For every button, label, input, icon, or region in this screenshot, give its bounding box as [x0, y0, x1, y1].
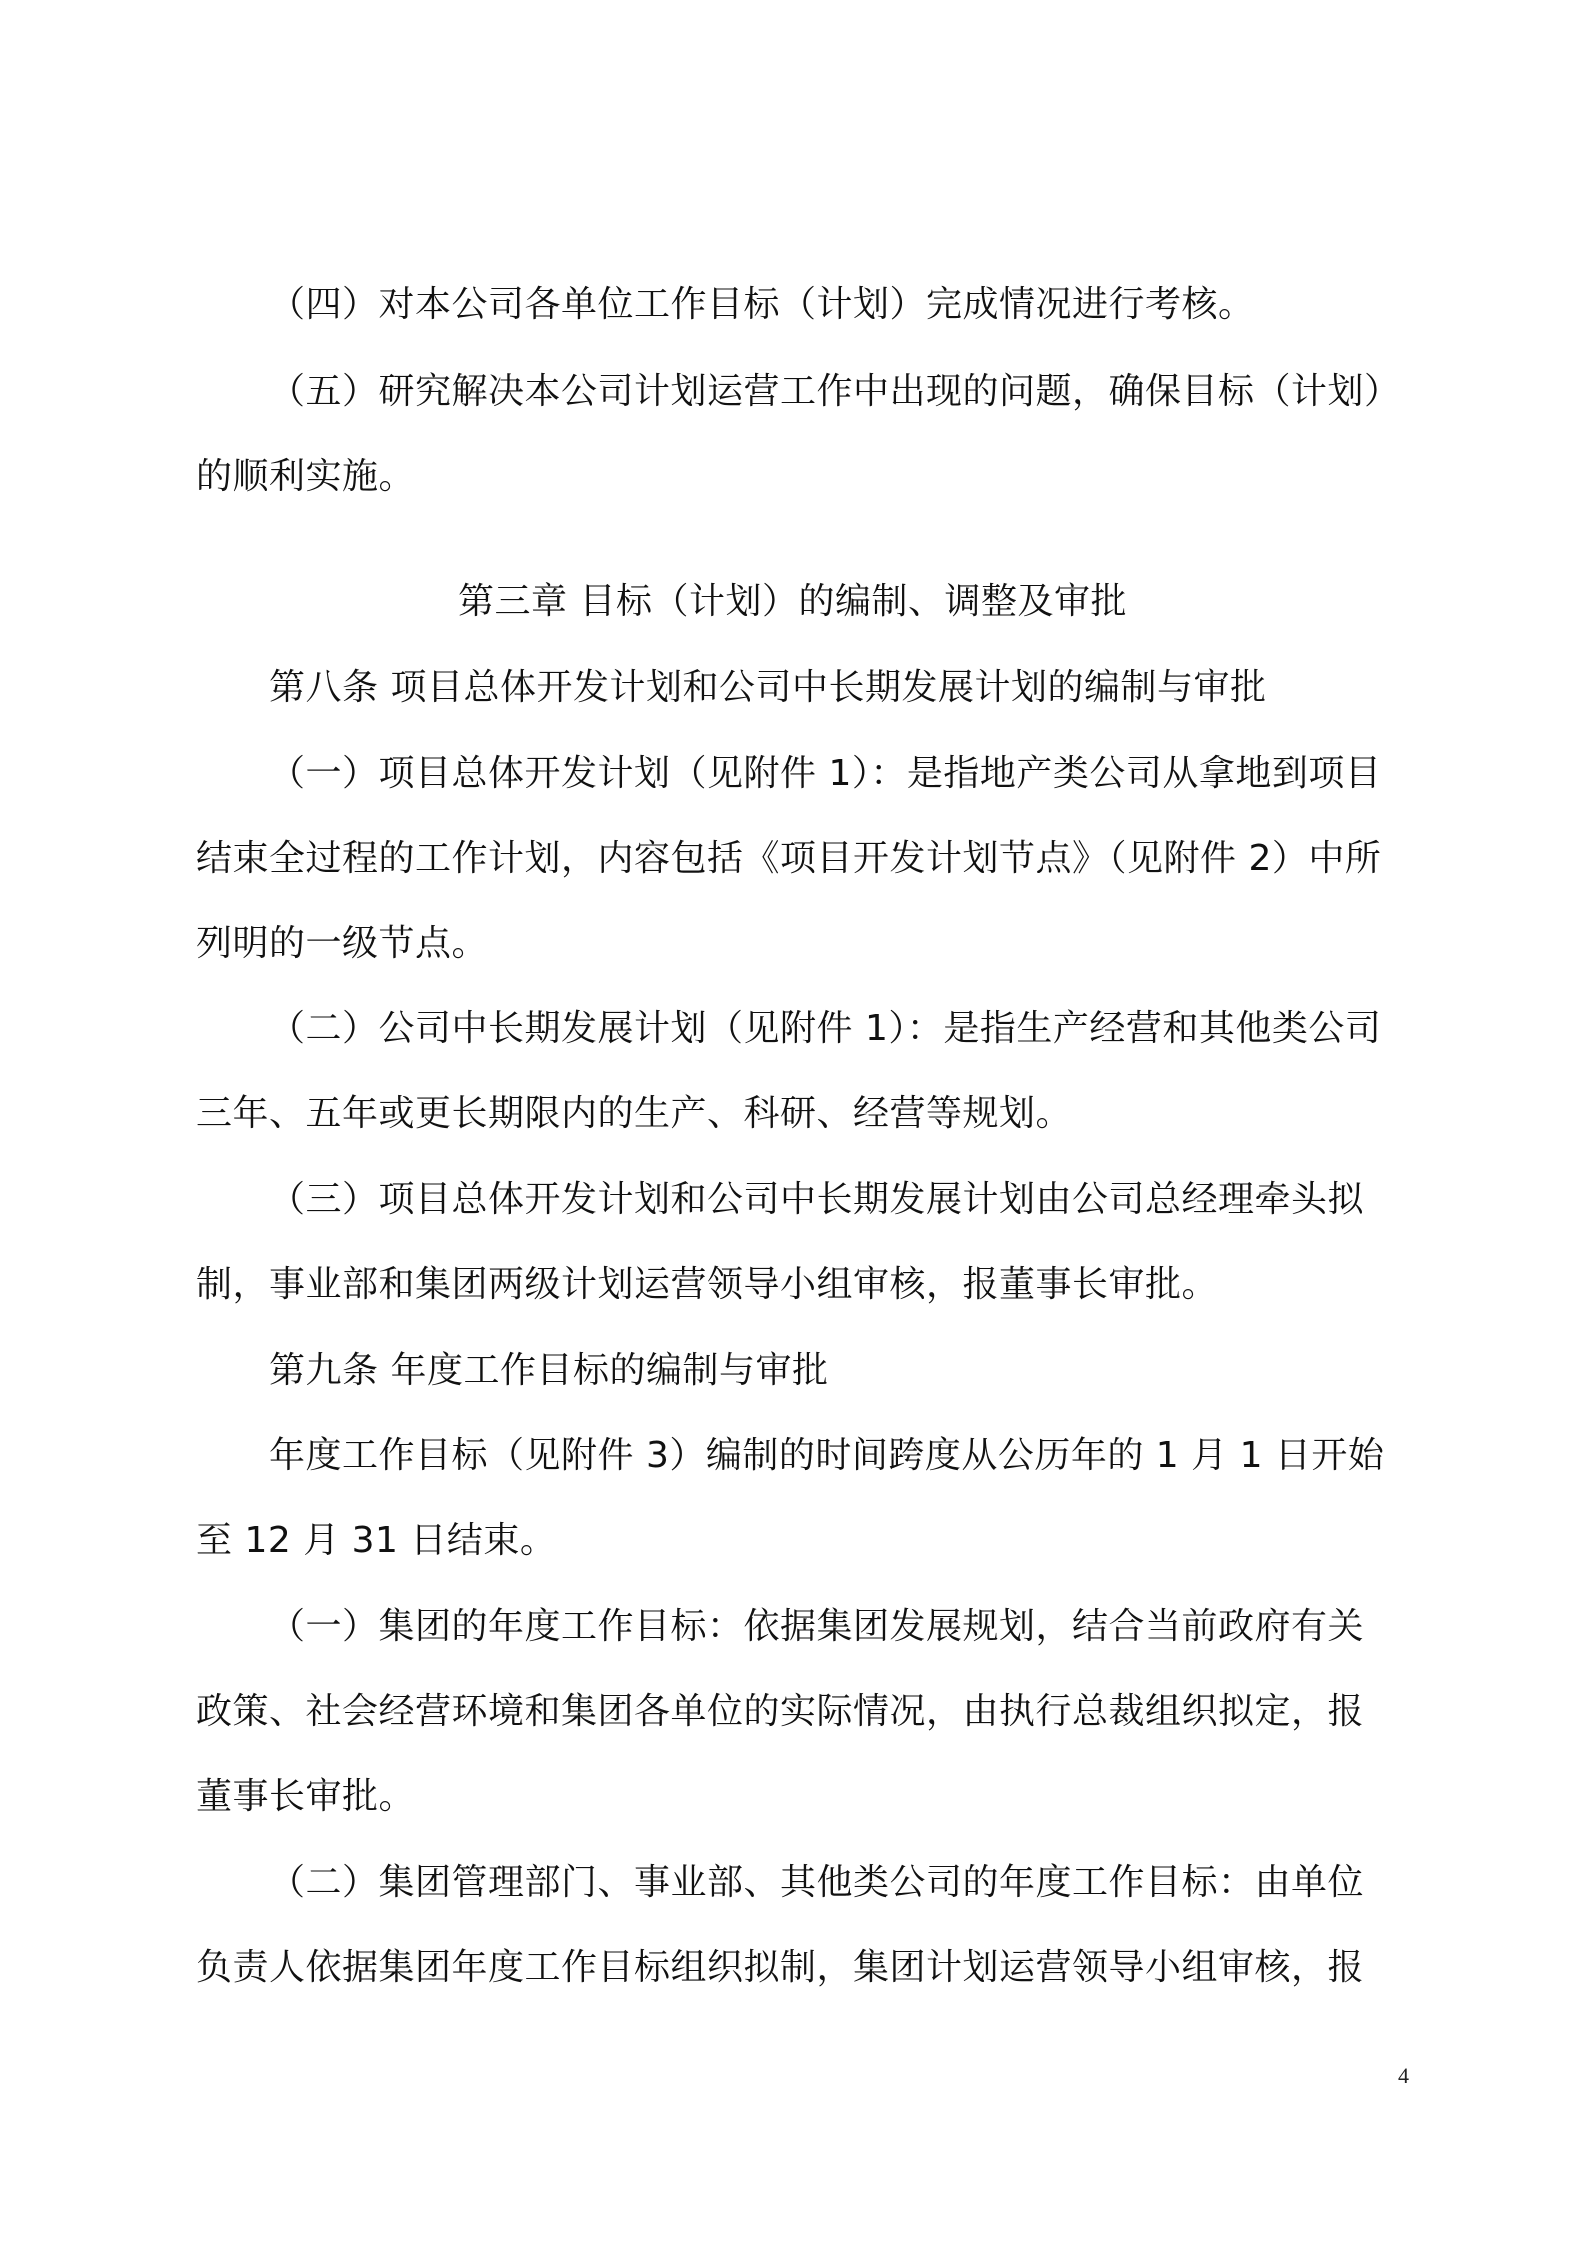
article-8-item-3-line-2: 制，事业部和集团两级计划运营领导小组审核，报董事长审批。: [196, 1264, 1219, 1305]
chapter-heading: 第三章 目标（计划）的编制、调整及审批: [458, 581, 1127, 622]
article-8-item-1-line-2: 结束全过程的工作计划，内容包括《项目开发计划节点》（见附件 2）中所: [196, 838, 1382, 879]
article-8-item-1-line-3: 列明的一级节点。: [196, 923, 489, 964]
article-8-item-3-line-1: （三）项目总体开发计划和公司中长期发展计划由公司总经理牵头拟: [269, 1179, 1365, 1220]
article-9-intro-line-2: 至 12 月 31 日结束。: [196, 1520, 557, 1561]
article-8-item-2-line-1: （二）公司中长期发展计划（见附件 1）：是指生产经营和其他类公司: [269, 1008, 1382, 1049]
article-9-item-1-line-1: （一）集团的年度工作目标：依据集团发展规划，结合当前政府有关: [269, 1606, 1365, 1647]
article-9-item-2-line-2: 负责人依据集团年度工作目标组织拟制，集团计划运营领导小组审核，报: [196, 1947, 1365, 1988]
paragraph-item-5-line-1: （五）研究解决本公司计划运营工作中出现的问题，确保目标（计划）: [269, 371, 1401, 412]
article-8-item-1-line-1: （一）项目总体开发计划（见附件 1）：是指地产类公司从拿地到项目: [269, 753, 1382, 794]
article-9-heading: 第九条 年度工作目标的编制与审批: [269, 1350, 829, 1391]
page-number: 4: [1398, 2063, 1409, 2088]
article-8-item-2-line-2: 三年、五年或更长期限内的生产、科研、经营等规划。: [196, 1093, 1073, 1134]
article-9-intro-line-1: 年度工作目标（见附件 3）编制的时间跨度从公历年的 1 月 1 日开始: [269, 1435, 1385, 1476]
article-9-item-2-line-1: （二）集团管理部门、事业部、其他类公司的年度工作目标：由单位: [269, 1862, 1365, 1903]
article-9-item-1-line-2: 政策、社会经营环境和集团各单位的实际情况，由执行总裁组织拟定，报: [196, 1691, 1365, 1732]
article-9-item-1-line-3: 董事长审批。: [196, 1776, 416, 1817]
paragraph-item-4: （四）对本公司各单位工作目标（计划）完成情况进行考核。: [269, 284, 1255, 325]
paragraph-item-5-line-2: 的顺利实施。: [196, 456, 416, 497]
article-8-heading: 第八条 项目总体开发计划和公司中长期发展计划的编制与审批: [269, 667, 1267, 708]
